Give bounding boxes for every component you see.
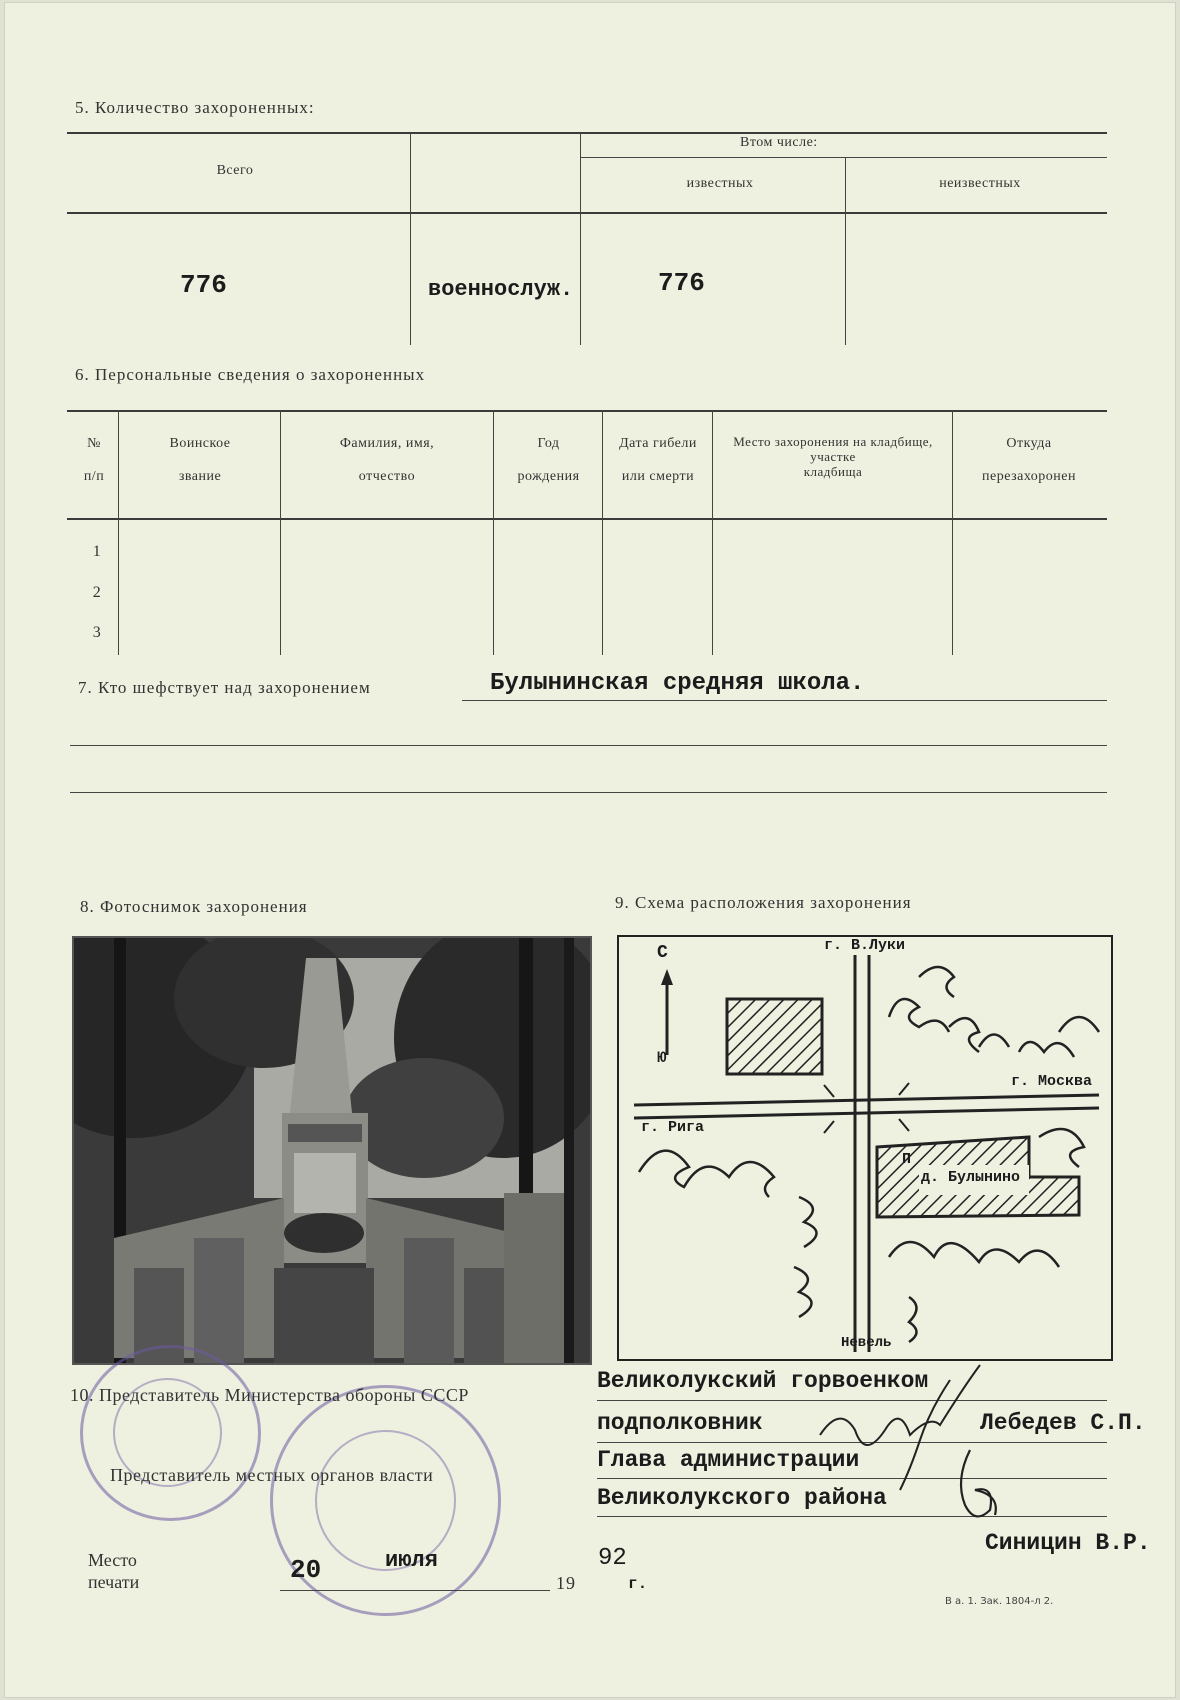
signature-marks [800,1360,1000,1540]
location-scheme [617,935,1113,1361]
north-city-label: г. В.Луки [824,937,906,954]
section6-title: 6. Персональные сведения о захороненных [75,365,426,384]
section10-label-local: Представитель местных органов власти [110,1465,434,1485]
military-stamp [80,1345,261,1521]
col-total-header: Всего [216,163,254,178]
patron-organization: Булынинская средняя школа. [490,670,865,697]
place-label-line2: печати [88,1572,140,1592]
print-code: В а. 1. Зак. 1804-л 2. [945,1596,1054,1607]
mo-representative-line2: подполковник [597,1410,763,1436]
header-birth-year: Год рождения [517,436,580,484]
north-marker: С [657,943,668,963]
header-burial-place: Место захоронения на кладбище, участке кладбища [733,434,933,479]
total-count: 776 [180,270,227,300]
village-label: д. Булынино [921,1169,1021,1186]
grave-marker: П [902,1151,912,1168]
south-city-label: Невель [841,1335,892,1351]
section8-title: 8. Фотоснимок захоронения [80,897,308,916]
date-year: 92 [598,1545,627,1572]
header-death-date: Дата гибели или смерти [619,436,697,484]
col-including-header: Втом числе: [740,135,818,150]
south-marker: Ю [657,1049,667,1067]
known-count: 776 [658,268,705,298]
header-name: Фамилия, имя, отчество [339,436,435,484]
header-number: № п/п [83,436,105,484]
place-label-line1: Место [88,1550,137,1570]
burial-category: военнослуж. [428,277,574,302]
row-number: 1 [92,543,102,560]
local-representative-line1: Глава администрации [597,1447,860,1473]
date-month: июля [385,1548,438,1573]
section9-title: 9. Схема расположения захоронения [615,893,912,912]
row-number: 3 [92,624,102,641]
mo-representative-line1: Великолукский горвоенком [597,1368,929,1394]
section7-label: 7. Кто шефствует над захоронением [78,678,371,697]
west-city-label: г. Рига [641,1119,705,1136]
east-city-label: г. Москва [1011,1073,1093,1090]
header-rank: Воинское звание [169,436,231,484]
header-reburied-from: Откуда перезахоронен [982,436,1076,484]
memorial-photo [72,936,592,1365]
section10-label-mo: 10. Представитель Министерства обороны СССР [70,1385,469,1405]
mo-representative-name: Лебедев С.П. [980,1410,1146,1436]
col-unknown-header: неизвестных [939,176,1021,191]
local-representative-name: Синицин В.Р. [985,1530,1151,1556]
local-representative-line2: Великолукского района [597,1485,887,1511]
date-century: 19 [556,1573,576,1593]
row-number: 2 [92,584,102,601]
date-day: 20 [290,1555,322,1585]
year-suffix: г. [628,1575,648,1593]
col-known-header: известных [686,176,754,191]
section5-title: 5. Количество захороненных: [75,98,315,117]
